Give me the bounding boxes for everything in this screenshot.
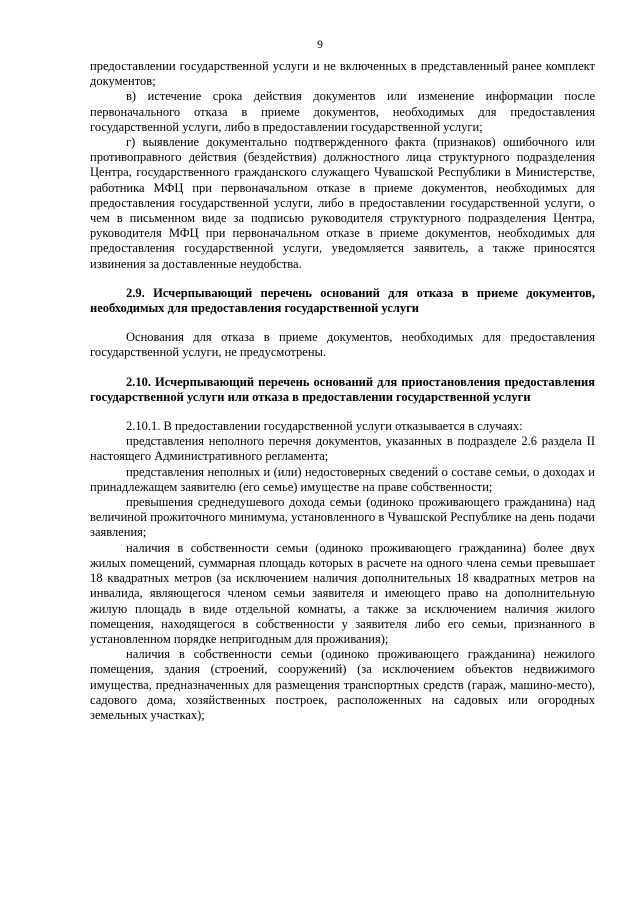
section-heading: 2.9. Исчерпывающий перечень оснований для отказа в приеме документов, необходимых для предоставления государственной услуги — [90, 285, 595, 316]
page-number: 9 — [317, 39, 323, 51]
paragraph: наличия в собственности семьи (одиноко проживающего гражданина) нежилого помещения, здания (строений, сооружений) (за исключением объектов недвижимого имущества, предназначенных для размещения транспортных средств (гараж, машино-место), садового дома, хозяйственных построек, расположенных на садовых или огородных земельных участках); — [90, 647, 595, 722]
paragraph-spacer — [90, 405, 595, 419]
paragraph: 2.10.1. В предоставлении государственной услуги отказывается в случаях: — [126, 419, 523, 434]
paragraph: наличия в собственности семьи (одиноко проживающего гражданина) более двух жилых помещений, суммарная площадь которых в расчете на одного члена семьи превышает 18 квадратных метров (за исключением наличия дополнительных 18 квадратных метров на инвалида, являющегося членом семьи заявителя и имеющего право на дополнительную жилую площадь в виде отдельной комнаты, а также за исключением наличия жилого помещения, находящегося в собственности у заявителя либо его семьи, признанного в установленном порядке непригодным для проживания); — [90, 540, 595, 646]
section-heading: 2.10. Исчерпывающий перечень оснований для приостановления предоставления государственной услуги или отказа в предоставлении государственной услуги — [90, 374, 595, 404]
paragraph: г) выявление документально подтвержденного факта (признаков) ошибочного или противоправного действия (бездействия) должностного лица структурного подразделения Центра, государственного гражданского служащего Чувашской Республики в Министерстве, работника МФЦ при первоначальном отказе в приеме документов, необходимых для предоставления государственной услуги, либо в предоставлении государственной услуги, о чем в письменном виде за подписью руководителя структурного подразделения Центра, руководителя МФЦ при первоначальном отказе в приеме документов, необходимых для предоставления государственной услуги, уведомляется заявитель, а также приносятся извинения за доставленные неудобства. — [90, 135, 595, 271]
paragraph: представления неполных и (или) недостоверных сведений о составе семьи, о доходах и принадлежащем заявителю (его семье) имуществе на праве собственности; — [90, 464, 595, 494]
paragraph: предоставлении государственной услуги и не включенных в представленный ранее комплект документов; — [90, 59, 595, 89]
paragraph-spacer — [90, 272, 595, 286]
paragraph: в) истечение срока действия документов или изменение информации после первоначального отказа в приеме документов, необходимых для предоставления государственной услуги, либо в предоставлении государственной услуги; — [90, 89, 595, 134]
page-body — [90, 59, 595, 723]
paragraph: Основания для отказа в приеме документов, необходимых для предоставления государственной услуги, не предусмотрены. — [90, 330, 595, 360]
paragraph: превышения среднедушевого дохода семьи (одиноко проживающего гражданина) над величиной прожиточного минимума, установленного в Чувашской Республике на день подачи заявления; — [90, 495, 595, 540]
paragraph: представления неполного перечня документов, указанных в подразделе 2.6 раздела II настоящего Административного регламента; — [90, 434, 595, 464]
paragraph-spacer — [90, 316, 595, 330]
paragraph-spacer — [90, 361, 595, 375]
